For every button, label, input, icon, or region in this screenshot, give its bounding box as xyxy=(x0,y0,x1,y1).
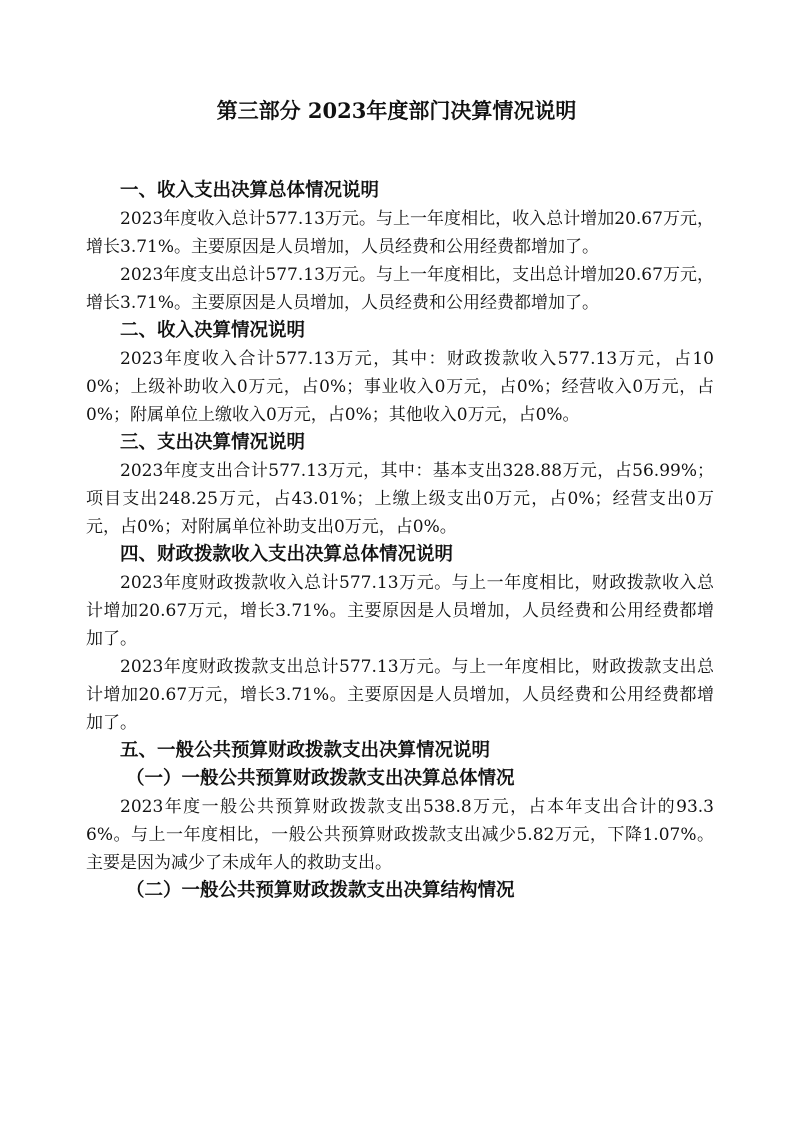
section-heading: 一、收入支出决算总体情况说明 xyxy=(120,180,380,201)
subsection-heading: （二）一般公共预算财政拨款支出决算结构情况 xyxy=(126,880,515,901)
section-heading: 五、一般公共预算财政拨款支出决算情况说明 xyxy=(120,740,491,761)
section-heading: 三、支出决算情况说明 xyxy=(120,432,306,453)
paragraph: 2023年度财政拨款支出总计577.13万元。与上一年度相比，财政拨款支出总计增加20.67万元，增长3.71%。主要原因是人员增加，人员经费和公用经费都增加了。 xyxy=(86,657,714,733)
section-heading: 四、财政拨款收入支出决算总体情况说明 xyxy=(120,544,454,565)
paragraph: 2023年度收入总计577.13万元。与上一年度相比，收入总计增加20.67万元，增长3.71%。主要原因是人员增加，人员经费和公用经费都增加了。 xyxy=(86,209,714,257)
paragraph: 2023年度收入合计577.13万元，其中：财政拨款收入577.13万元，占100%；上级补助收入0万元，占0%；事业收入0万元，占0%；经营收入0万元，占0%；附属单位上缴收入0万元，占0%；其他收入0万元，占0%。 xyxy=(86,349,714,425)
paragraph: 2023年度支出总计577.13万元。与上一年度相比，支出总计增加20.67万元，增长3.71%。主要原因是人员增加，人员经费和公用经费都增加了。 xyxy=(86,265,714,313)
paragraph: 2023年度财政拨款收入总计577.13万元。与上一年度相比，财政拨款收入总计增加20.67万元，增长3.71%。主要原因是人员增加，人员经费和公用经费都增加了。 xyxy=(86,573,714,649)
document-body xyxy=(86,177,714,905)
page-title: 第三部分 2023年度部门决算情况说明 xyxy=(216,98,577,123)
paragraph: 2023年度一般公共预算财政拨款支出538.8万元，占本年支出合计的93.36%。与上一年度相比，一般公共预算财政拨款支出减少5.82万元，下降1.07%。主要是因为减少了未成年人的救助支出。 xyxy=(86,797,714,873)
subsection-heading: （一）一般公共预算财政拨款支出决算总体情况 xyxy=(126,768,515,789)
paragraph: 2023年度支出合计577.13万元，其中：基本支出328.88万元，占56.99%；项目支出248.25万元，占43.01%；上缴上级支出0万元，占0%；经营支出0万元，占0%；对附属单位补助支出0万元，占0%。 xyxy=(86,461,714,537)
section-heading: 二、收入决算情况说明 xyxy=(120,320,306,341)
